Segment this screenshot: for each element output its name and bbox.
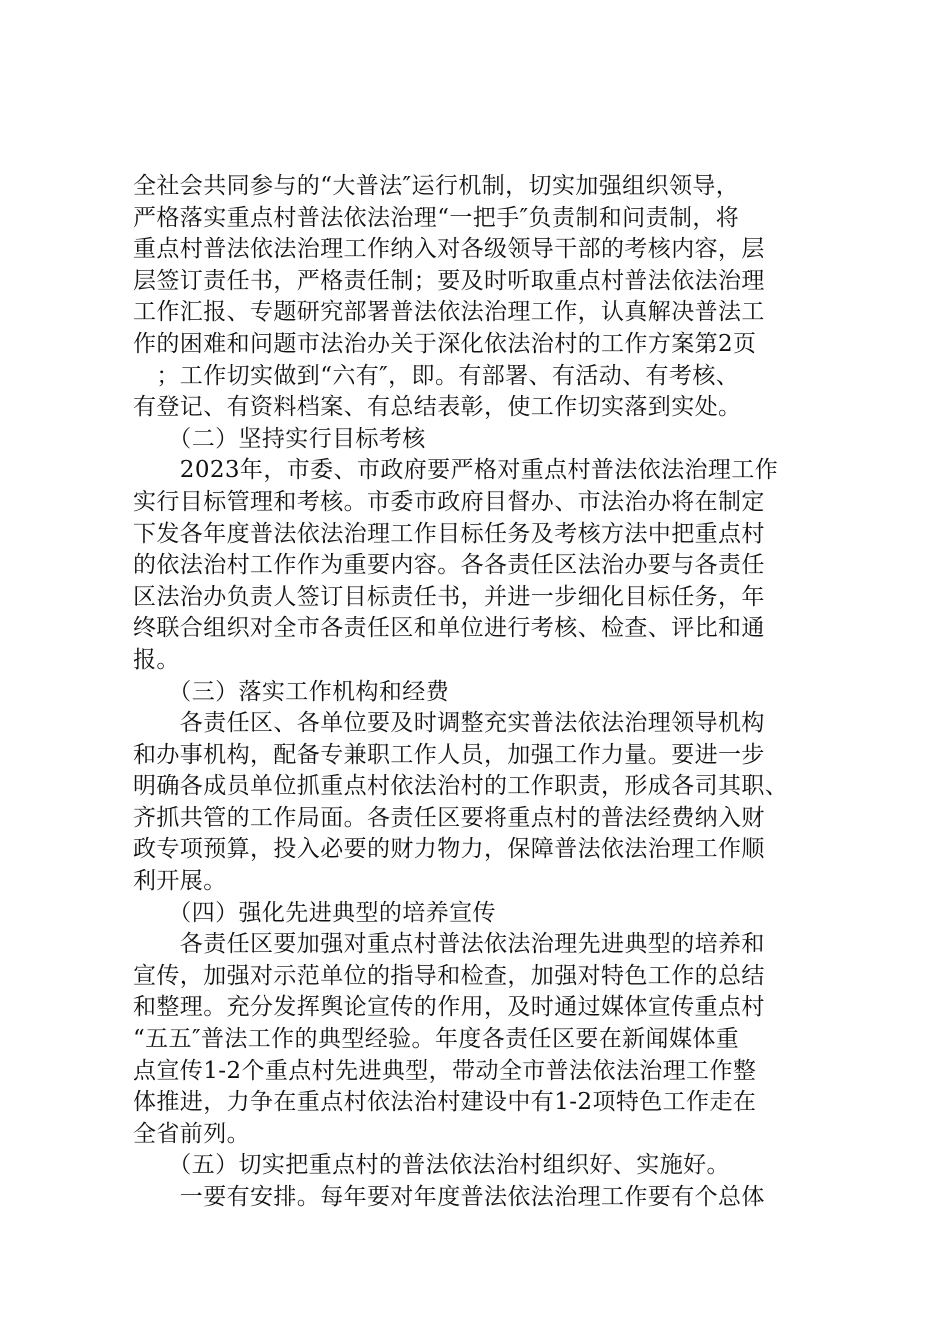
text-line: 有登记、有资料档案、有总结表彰，使工作切实落到实处。 bbox=[133, 394, 742, 421]
text-line: 全省前列。 bbox=[133, 1120, 250, 1147]
section-heading: （二）坚持实行目标考核 bbox=[133, 425, 426, 452]
section-heading: （三）落实工作机构和经费 bbox=[133, 678, 450, 705]
text-line: 2023年，市委、市政府要严格对重点村普法依法治理工作 bbox=[133, 457, 779, 484]
text-line: 明确各成员单位抓重点村依法治村的工作职责，形成各司其职、 bbox=[133, 773, 789, 800]
text-line: 作的困难和问题市法治办关于深化依法治村的工作方案第2页 bbox=[133, 330, 757, 357]
text-line: 和整理。充分发挥舆论宣传的作用，及时通过媒体宣传重点村 bbox=[133, 994, 765, 1021]
text-line: ；工作切实做到“六有″，即。有部署、有活动、有考核、 bbox=[133, 362, 740, 389]
text-line: 利开展。 bbox=[133, 868, 227, 895]
text-line: 下发各年度普法依法治理工作目标任务及考核方法中把重点村 bbox=[133, 520, 765, 547]
text-line: 一要有安排。每年要对年度普法依法治理工作要有个总体 bbox=[133, 1184, 765, 1210]
text-line: 点宣传1-2个重点村先进典型，带动全市普法依法治理工作整 bbox=[133, 1057, 757, 1084]
text-line: 严格落实重点村普法依法治理“一把手″负责制和问责制，将 bbox=[133, 204, 740, 231]
text-line: 的依法治村工作作为重要内容。各各责任区法治办要与各责任 bbox=[133, 552, 765, 579]
text-line: 体推进，力争在重点村依法治村建设中有1-2项特色工作走在 bbox=[133, 1089, 757, 1116]
document-body bbox=[133, 171, 833, 1214]
text-line: 实行目标管理和考核。市委市政府目督办、市法治办将在制定 bbox=[133, 488, 765, 515]
text-line: 工作汇报、专题研究部署普法依法治理工作，认真解决普法工 bbox=[133, 299, 765, 326]
section-heading: （四）强化先进典型的培养宣传 bbox=[133, 899, 496, 926]
text-line: 区法治办负责人签订目标责任书，并进一步细化目标任务，年 bbox=[133, 583, 765, 610]
text-line: 终联合组织对全市各责任区和单位进行考核、检查、评比和通 bbox=[133, 615, 765, 642]
text-line: “五五″普法工作的典型经验。年度各责任区要在新闻媒体重 bbox=[133, 1026, 740, 1053]
text-line: 和办事机构，配备专兼职工作人员，加强工作力量。要进一步 bbox=[133, 741, 765, 768]
text-line: 全社会共同参与的“大普法″运行机制，切实加强组织领导， bbox=[133, 173, 740, 199]
text-line: 层签订责任书，严格责任制；要及时听取重点村普法依法治理 bbox=[133, 267, 765, 294]
text-line: 报。 bbox=[133, 646, 180, 673]
text-line: 重点村普法依法治理工作纳入对各级领导干部的考核内容，层 bbox=[133, 236, 765, 263]
text-line: 各责任区、各单位要及时调整充实普法依法治理领导机构 bbox=[133, 710, 765, 737]
text-line: 齐抓共管的工作局面。各责任区要将重点村的普法经费纳入财 bbox=[133, 804, 765, 831]
text-line: 各责任区要加强对重点村普法依法治理先进典型的培养和 bbox=[133, 931, 765, 958]
text-line: 政专项预算，投入必要的财力物力，保障普法依法治理工作顺 bbox=[133, 836, 765, 863]
text-line: 宣传，加强对示范单位的指导和检查，加强对特色工作的总结 bbox=[133, 962, 765, 989]
section-heading: （五）切实把重点村的普法依法治村组织好、实施好。 bbox=[133, 1152, 730, 1179]
